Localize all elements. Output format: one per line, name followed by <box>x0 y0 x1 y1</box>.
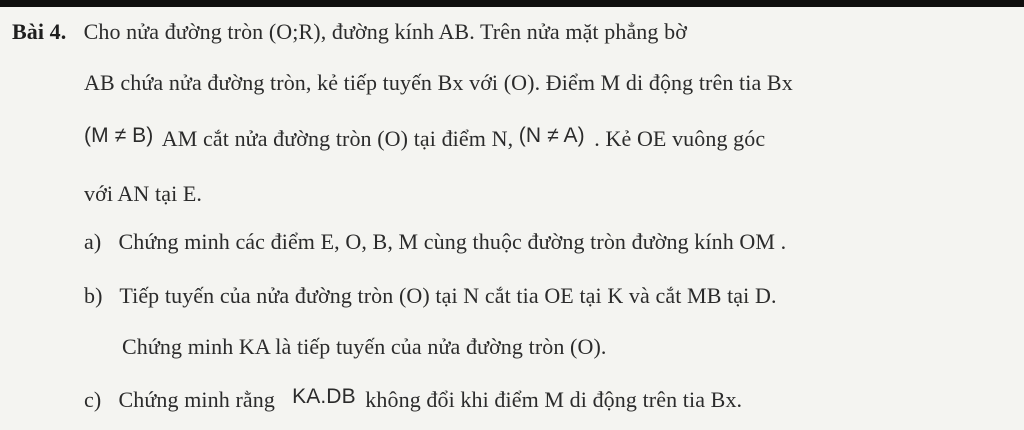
part-c-text-after: không đổi khi điểm M di động trên tia Bx. <box>365 387 743 412</box>
part-b-continuation <box>122 332 606 362</box>
problem-statement-line-1: Cho nửa đường tròn (O;R), đường kính AB. Trên nửa mặt phẳng bờ <box>83 19 687 44</box>
part-c-label: c) <box>84 387 102 412</box>
part-c-text-before: Chứng minh rằng <box>118 387 275 412</box>
part-a-label: a) <box>84 229 102 254</box>
problem-statement-line-3a: AM cắt nửa đường tròn (O) tại điểm N, <box>161 126 514 151</box>
problem-line-4 <box>84 179 202 209</box>
part-b <box>84 281 777 311</box>
problem-statement-line-3b: . Kẻ OE vuông góc <box>594 126 766 151</box>
part-a <box>84 227 786 257</box>
math-product-ka-db: KA.DB <box>292 385 356 408</box>
problem-line-1 <box>12 17 687 47</box>
part-b-text-1: Tiếp tuyến của nửa đường tròn (O) tại N cắt tia OE tại K và cắt MB tại D. <box>119 283 777 308</box>
problem-line-2 <box>84 68 793 98</box>
math-condition-m-not-b: (M ≠ B) <box>84 124 154 147</box>
part-b-text-2: Chứng minh KA là tiếp tuyến của nửa đường tròn (O). <box>122 334 607 359</box>
problem-statement-line-4: với AN tại E. <box>84 181 203 206</box>
part-a-text: Chứng minh các điểm E, O, B, M cùng thuộc đường tròn đường kính OM . <box>118 229 787 254</box>
part-b-label: b) <box>84 283 103 308</box>
math-condition-n-not-a: (N ≠ A) <box>518 124 585 147</box>
problem-statement-line-2: AB chứa nửa đường tròn, kẻ tiếp tuyến Bx với (O). Điểm M di động trên tia Bx <box>84 70 793 95</box>
problem-number: Bài 4. <box>12 19 67 44</box>
part-c <box>84 385 742 416</box>
problem-line-3 <box>84 124 765 155</box>
